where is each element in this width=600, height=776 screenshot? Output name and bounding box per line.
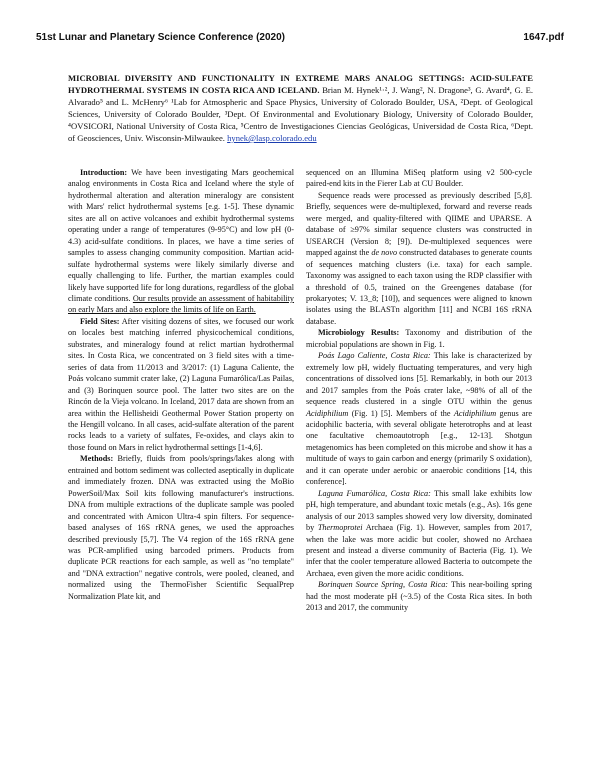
poas-heading: Poás Lago Caliente, Costa Rica: bbox=[318, 351, 431, 361]
poas-text-part3: genus are acidophilic bacteria, with several obligate heterotrophs and at least one facultative chemoautotroph [e.g., 12-13]. Shotgun metagenomics has been completed on this microbe and show it has a multitude of ways to gain carbon and energy (primarily S oxidation), and it can operate under aerobic or anaerobic conditions [14, this conference]. bbox=[306, 408, 533, 487]
laguna-heading: Laguna Fumarólica, Costa Rica: bbox=[318, 488, 431, 498]
borinquen-text: This near-boiling spring had the most moderate pH (~3.5) of the Costa Rica sites. In both 2013 and 2017, the community bbox=[306, 580, 532, 613]
sequence-text-part1: Sequence reads were processed as previously described [5,8]. Briefly, sequences were de-multiplexed, forward and reverse reads were merged, and quality-filtered with QIIME and UPARSE. A database of ≥97% similar sequence clusters was constructed in USEARCH (Version 8; [9]). De-multiplexed sequences were mapped against the bbox=[306, 190, 532, 258]
methods-heading: Methods: bbox=[80, 454, 114, 464]
methods-paragraph bbox=[68, 453, 294, 602]
borinquen-paragraph bbox=[306, 579, 532, 613]
results-paragraph bbox=[306, 327, 532, 350]
sequence-text-part2: constructed databases to generate counts of sequences matching clusters (i.e. taxa) for each sample. Taxonomy was assigned to each taxon using the RDP classifier with a threshold of 0.5, trained on the Greengenes database (for prokaryotes; V. 13_8; [10]), and sequences were aligned to known isolates using the BLASTn algorithm [11] and NCBI 16S rRNA database. bbox=[306, 248, 532, 326]
poas-text-part1: This lake is characterized by extremely low pH, widely fluctuating temperatures, and very high concentrations of dissolved ions [5]. Remarkably, in both our 2013 and 2017 samples from the Poás crater lake, ~98% of all of the sequence reads clustered in a single OTU within the genus bbox=[306, 351, 532, 407]
title-block bbox=[68, 72, 533, 144]
results-text: Taxonomy and distribution of the microbial populations are shown in Fig. 1. bbox=[306, 328, 532, 349]
laguna-text-part2: Archaea (Fig. 1). However, samples from 2017, when the lake was more acidic but cooler, showed no Archaea present and instead a diverse community of Bacteria (Fig. 1). We infer that the cooler temperature allowed Bacteria to outcompete the Archaea, even given the more acidic conditions. bbox=[306, 523, 532, 578]
thermoprotei-term: Thermoprotei bbox=[317, 523, 363, 533]
author-list: Brian M. Hynek¹·², J. Wang², N. Dragone³, G. Avard⁴, G. E. Alvarado⁵ and L. McHenry⁶ bbox=[68, 85, 533, 107]
methods-text: Briefly, fluids from pools/springs/lakes along with entrained and bottom sediment was collected aseptically in duplicate and immediately frozen. DNA was extracted using the MoBio PowerSoil/Max Soil kits following manufacturer's instructions. DNA from multiple extractions of the duplicate sample was pooled and concentrated with Amicon Ultra-4 spin filters. For sequence-based analyses of 16S rRNA genes, we used the approaches described previously [5,7]. The V4 region of the 16S rRNA gene was PCR-amplified using barcoded primers. Products from duplicate PCR reactions for each sample, as well as "no template" and "DNA extraction" negative controls, were pooled, cleaned, and normalized using the ThermoFisher Scientific SequalPrep Normalization Plate kit, and bbox=[68, 454, 294, 601]
sequence-processing-paragraph bbox=[306, 190, 532, 327]
laguna-text-part1: This small lake exhibits low pH, high temperature, and abundant toxic metals (e.g., As). 16s gene analysis of our 2013 samples showed very low diversity, dominated by bbox=[306, 488, 532, 533]
conference-name: 51st Lunar and Planetary Science Conference (2020) bbox=[36, 32, 285, 43]
page-header bbox=[36, 32, 564, 46]
intro-heading: Introduction: bbox=[80, 168, 128, 177]
intro-paragraph bbox=[68, 167, 294, 316]
acidiphilium-term: Acidiphilium bbox=[306, 408, 349, 418]
de-novo-term: de novo bbox=[371, 248, 398, 258]
borinquen-heading: Borinquen Source Spring, Costa Rica: bbox=[318, 580, 449, 590]
intro-text: We have been investigating Mars geochemical analog environments in Costa Rica and Iceland where the style of hydrothermal alteration and alteration mineralogy are consistent with Mars' relict hydrothermal systems [e.g. 1-5]. These dynamic sites are all on active volcanoes and exhibit hydrothermal systems operating under a range of temperatures (9-95°C) and low pH (0-4.3) acid-sulfate conditions. In places, we have a time series of samples to assess changing community composition. Martian acid-sulfate hydrothermal systems were likely similarly diverse and equally challenging to life. Further, the martian examples could likely have supported life for long durations, regardless of the global climate conditions. bbox=[68, 168, 294, 303]
methods-continuation-text: sequenced on an Illumina MiSeq platform using v2 500-cycle paired-end kits in the Fierer Lab at CU Boulder. bbox=[306, 168, 532, 189]
paper-title: MICROBIAL DIVERSITY AND FUNCTIONALITY IN EXTREME MARS ANALOG SETTINGS: ACID-SULFATE HYDROTHERMAL SYSTEMS IN COSTA RICA AND ICELAND. bbox=[68, 73, 533, 95]
intro-underlined-text: Our results provide an assessment of habitability on early Mars and also explore the limits of life on Earth. bbox=[68, 293, 295, 315]
results-heading: Microbiology Results: bbox=[318, 328, 400, 338]
poas-text-part2: (Fig. 1) [5]. Members of the bbox=[351, 408, 451, 418]
poas-paragraph bbox=[306, 350, 532, 487]
field-sites-heading: Field Sites: bbox=[80, 316, 120, 326]
field-sites-text: After visiting dozens of sites, we focused our work on locales best matching inferred physicochemical conditions, substrates, and mineralogy found at relict martian hydrothermal sites. In Costa Rica, we concentrated on 3 field sites with a time-series of data from 11/2013 and 3/2017: (1) Laguna Caliente, the Poás volcano summit crater lake, (2) Laguna Fumarólica/Las Pailas, and (3) Borinquen source pool. The latter two sites are on the Rincón de la Vieja volcano. In Iceland, 2017 data are shown from an area within the Hellisheidi Geothermal Power Station property on the Hengill volcano. In all cases, acid-sulfate alteration of the parent rocks leads to a variety of sulfates, Fe-oxides, and clays akin to those found on Mars in relict hydrothermal settings [1-4,6]. bbox=[68, 316, 294, 452]
acidiphilium-term: Acidiphilium bbox=[453, 408, 497, 418]
field-sites-paragraph bbox=[68, 316, 294, 453]
paper-id: 1647.pdf bbox=[523, 32, 564, 43]
methods-continuation bbox=[306, 167, 532, 190]
contact-email-link[interactable]: hynek@lasp.colorado.edu bbox=[227, 133, 317, 143]
left-column bbox=[68, 167, 294, 602]
affiliations: ¹Lab for Atmospheric and Space Physics, University of Colorado Boulder, USA, ²Dept. of Geological Sciences, University of Colorado Boulder, ³Dept. Of Environmental and Evolutionary Biology, University of Colorado Boulder, ⁴OVSICORI, National University of Costa Rica, ⁵Centro de Investigaciones Ciencias Geológicas, Universidad de Costa Rica, ⁶Dept. of Geosciences, Univ. Wisconsin-Milwaukee. bbox=[68, 97, 534, 143]
laguna-paragraph bbox=[306, 488, 532, 580]
right-column bbox=[306, 167, 532, 614]
